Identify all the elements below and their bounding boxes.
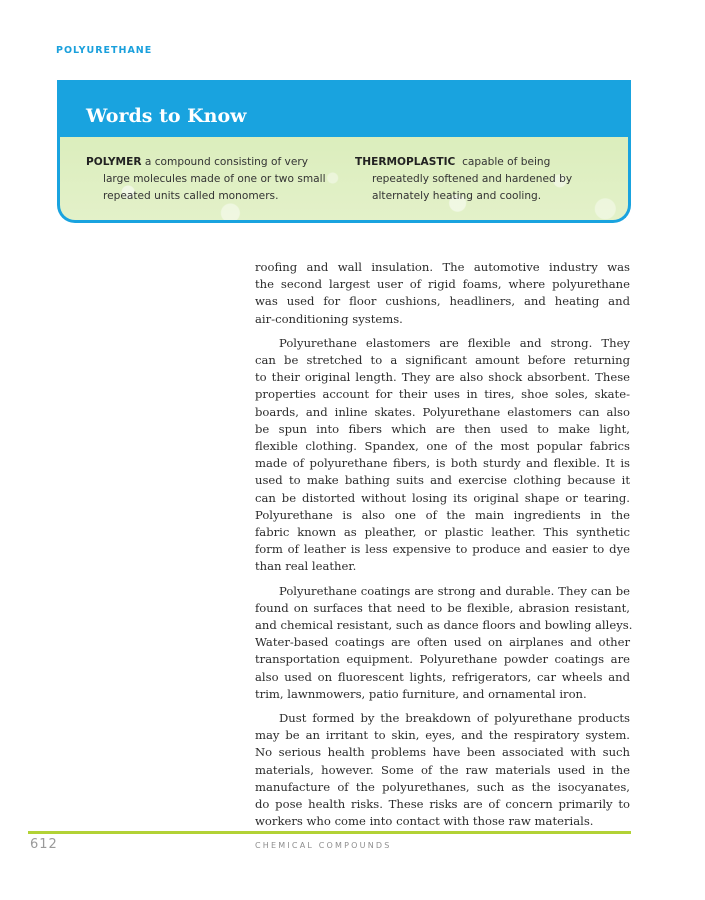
glossary-entry-polymer <box>86 154 341 205</box>
glossary-line <box>86 154 341 171</box>
text-line: to their original length. They are also shock absorbent. These <box>255 370 630 385</box>
text-line: and chemical resistant, such as dance floors and bowling alleys. <box>255 618 633 633</box>
glossary-entry-thermoplastic <box>355 154 610 205</box>
running-head: POLYURETHANE <box>56 45 153 56</box>
text-line: air-conditioning systems. <box>255 311 403 326</box>
text-line: form of leather is less expensive to produce and easier to dye <box>255 542 630 557</box>
book-title: CHEMICAL COMPOUNDS <box>255 841 392 850</box>
text-line: fabric known as pleather, or plastic leather. This synthetic <box>255 525 630 540</box>
text-line: made of polyurethane fibers, is both sturdy and flexible. It is <box>255 456 630 471</box>
paragraph <box>255 259 630 328</box>
text-line: Dust formed by the breakdown of polyurethane products <box>279 711 630 726</box>
text-line: Polyurethane is also one of the main ingredients in the <box>255 507 630 522</box>
text-line: the second largest user of rigid foams, where polyurethane <box>255 277 630 292</box>
text-line: manufacture of the polyurethanes, such as the isocyanates, <box>255 779 630 794</box>
text-line: properties account for their uses in tires, shoe soles, skate- <box>255 387 630 402</box>
paragraph <box>255 335 630 576</box>
glossary-definition: a compound consisting of very <box>144 156 308 168</box>
paragraph <box>255 583 633 703</box>
words-to-know-title: Words to Know <box>86 105 247 127</box>
footer-rule <box>28 831 631 834</box>
text-line: also used on fluorescent lights, refrigerators, car wheels and <box>255 669 630 684</box>
text-line: No serious health problems have been associated with such <box>255 745 630 760</box>
text-line: found on surfaces that need to be flexible, abrasion resistant, <box>255 600 630 615</box>
body-text <box>255 259 633 838</box>
text-line: be spun into fibers which are then used to make light, <box>255 421 630 436</box>
glossary-term: THERMOPLASTIC <box>355 156 456 168</box>
words-to-know-box <box>57 80 631 223</box>
text-line: trim, lawnmowers, patio furniture, and ornamental iron. <box>255 686 587 701</box>
text-line: Polyurethane coatings are strong and durable. They can be <box>279 583 630 598</box>
text-line: transportation equipment. Polyurethane powder coatings are <box>255 652 630 667</box>
text-line: Water-based coatings are often used on airplanes and other <box>255 635 630 650</box>
text-line: boards, and inline skates. Polyurethane elastomers can also <box>255 404 630 419</box>
text-line: can be distorted without losing its original shape or tearing. <box>255 490 630 505</box>
text-line: was used for floor cushions, headliners, and heating and <box>255 294 630 309</box>
glossary-line: repeatedly softened and hardened by <box>372 173 573 185</box>
glossary-definition: capable of being <box>462 156 551 168</box>
text-line: than real leather. <box>255 559 357 574</box>
paragraph <box>255 710 630 830</box>
glossary-term: POLYMER <box>86 156 142 168</box>
text-line: used to make bathing suits and exercise clothing because it <box>255 473 630 488</box>
text-line: materials, however. Some of the raw materials used in the <box>255 762 630 777</box>
text-line: Polyurethane elastomers are flexible and strong. They <box>279 335 630 350</box>
text-line: may be an irritant to skin, eyes, and the respiratory system. <box>255 728 630 743</box>
glossary-line: repeated units called monomers. <box>103 190 279 202</box>
text-line: roofing and wall insulation. The automotive industry was <box>255 260 630 274</box>
text-line: workers who come into contact with those raw materials. <box>255 814 594 829</box>
text-line: can be stretched to a significant amount before returning <box>255 353 630 368</box>
glossary-line: large molecules made of one or two small <box>103 173 326 185</box>
glossary-line: alternately heating and cooling. <box>372 190 542 202</box>
words-to-know-header <box>60 80 628 137</box>
page-number: 612 <box>30 837 58 852</box>
text-line: do pose health risks. These risks are of concern primarily to <box>255 797 630 812</box>
text-line: flexible clothing. Spandex, one of the most popular fabrics <box>255 439 630 454</box>
glossary-line <box>355 154 610 171</box>
